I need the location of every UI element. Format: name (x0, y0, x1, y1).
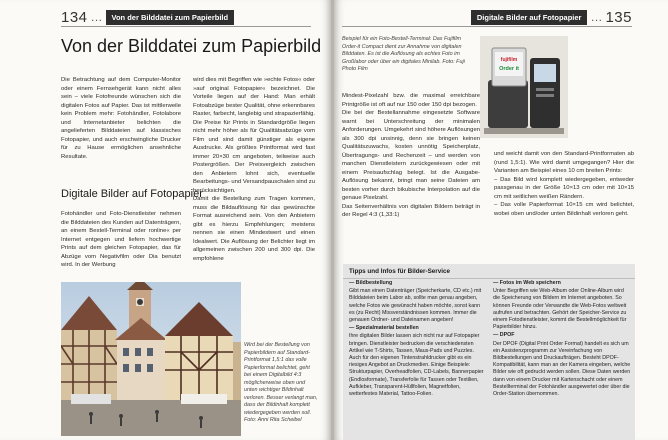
tip-text: Der DPOF (Digital Print Order Format) handelt es sich um ein Assistenzprogramm zur Vereinfachung von Bildbestellungen und Druckaufträgen. Besteht DPOF-Kompatibilität, kann man an der Kamera eingeben, welche Bilder wie oft gedruckt werden sollen. Diese Daten werden dann von einem Drucker mit Kartenschacht oder einem Bestellterminal der Fotohändler ausgewertet oder über die Order-Station übernommen. (493, 340, 631, 398)
kiosk-screen-text: Order it (499, 66, 519, 72)
right-header-rule (342, 26, 632, 27)
right-page-number: 135 (605, 8, 632, 26)
left-col1-paragraph-2: Fotohändler und Foto-Dienstleister nehmen die Bilddateien des Kunden auf Datenträgern, an einem Bestell-Terminal oder ronline« per Internet entgegen und liefern hochwertige Prints auf dem gleichen Fotopapier, das für Abzüge vom Negativfilm oder Dia benutzt wird. In der Werbung (61, 211, 181, 268)
left-page-header (61, 8, 234, 26)
tips-column-2 (493, 280, 631, 399)
photo-caption: Wird bei der Bestellung von Papierbildern auf Standard-Printformat 1,5:1 das volle Papierformat belichtet, geht bei einem Digitalbild 4:3 möglicherweise oben und unten wichtiger Bildinhalt verloren. Besser verlangt man, dass der Bildinhalt komplett wiedergegeben werden soll. Foto: Anni Rita Scheibel (244, 342, 318, 423)
tip-title: — DPOF (493, 332, 515, 339)
left-header-bar: Von der Bilddatei zum Papierbild (106, 10, 235, 25)
header-dots: … (590, 10, 603, 24)
left-page-number: 134 (61, 8, 88, 26)
section-heading: Digitale Bilder auf Fotopapier (61, 188, 203, 200)
left-col2-paragraph: wird dies mit Begriffen wie »echte Fotos« oder »auf original Fotopapier« bezeichnet. Die Vorteile liegen auf der Hand: Man erhält Fotoabzüge bester Qualität, ohne erkennbares Raster, farbecht, langlebig und strapazierfähig. Die Preise für Prints in Standardgröße liegen nicht mehr höher als für Qualitätsabzüge vom Film und sind damit günstiger als eigene Ausdrucke. Als größtes Printformat wird fast immer 20×30 cm angeboten, teilweise auch Postergrößen. Der Preisvergleich zwischen den Anbietern lohnt sich, eventuelle Bearbeitungs- und Versandpauschalen sind zu berücksichtigen. Damit die Bestellung zum Tragen kommen, muss die Bildauflösung für das gewünschte Format ausreichend sein. Von den Anbietern gibt es hierzu Empfehlungen; meistens nennen sie einen Mindestwert und einen Idealwert. Die Auflösung der Belichter liegt im allgemeinen zwischen 200 und 300 dpi. Die empfohlene (193, 77, 315, 262)
order-terminal-photo (480, 36, 568, 138)
kiosk-caption: Beispiel für ein Foto-Bestell-Terminal: Das Fujifilm Order-it Compact dient zur Annahme von digitalen Bilddaten. Es ist die Auflösung als echtes Foto im Großlabor oder über ein digitales Minilab. Foto: Fuji Photo Film (342, 36, 465, 72)
header-dots: … (90, 10, 103, 24)
tips-column-1 (349, 280, 487, 399)
right-col2-paragraph: und weicht damit von den Standard-Printformaten ab (rund 1,5:1). Wie wird damit umgegangen? Hier die Varianten am Beispiel eines 10 cm breiten Prints: – Das Bild wird komplett wiedergegeben, entweder passgenau in der Größe 10×13 cm oder mit 10×15 cm mit seitlichen weißen Rändern. – Das volle Papierformat 10×15 cm wird belichtet, wobei oben und/oder unten Bildinhalt verloren geht. (494, 151, 634, 217)
right-col1-paragraph: Mindest-Pixelzahl bzw. die maximal erreichbare Printgröße ist oft auf nur 150 oder 150 dpi bezogen. Die bei der Bestellannahme eingesetzte Software warnt bei Unterschreitung der minimalen Anforderungen. Umgekehrt sind höhere Auflösungen als 300 dpi unsinnig, denn sie bringen keinen Qualitätszuwachs, kosten unnötig Speicherplatz, Übertragungs- und Rechenzeit – und werden von manchen Dienstleistern zurückgewiesen oder mit einem Preisaufschlag belegt. Ist die Ausgabe-Auflösung bekannt, bringt man seine Dateien am besten vorher durch bikubische Interpolation auf die genaue Pixelzahl. Das Seitenverhältnis von digitalen Bildern beträgt in der Regel 4:3 (1,33:1) (342, 93, 480, 218)
left-header-rule (61, 26, 311, 27)
tip-text: Gibt man einen Datenträger (Speicherkarte, CD etc.) mit Bilddateien beim Labor ab, sollte man genau angeben, welche Fotos wie gewünscht haben möchte, sonst kann es (zu Recht) Missverständnissen kommen. Immer die genauen Ordner- und Dateinamen angeben! (349, 288, 482, 324)
tip-title: — Fotos im Web speichern (493, 280, 561, 286)
order-terminal-image (480, 36, 568, 138)
tip-title: — Spezialmaterial bestellen (349, 325, 419, 332)
kiosk-brand-text: fujifilm (500, 57, 518, 63)
tip-title: — Bildbestellung (349, 280, 393, 286)
left-col1-paragraph: Die Betrachtung auf dem Computer-Monitor oder einem Fernsehgerät kann nicht alles sein – viele Fotofreunde wünschen sich die digitalen Fotos auf Papier. Das ist mittlerweile kein Problem mehr: Fotohändler, Fotolabore und Internetanbieter belichten die angelieferten Bilddateien auf klassisches Fotopapier, und auch erschwingliche Drucker für zu Hause ermöglichen ansehnliche Resultate. (61, 77, 181, 160)
tips-title: Tipps und Infos für Bilder-Service (343, 264, 635, 279)
chapter-title: Von der Bilddatei zum Papierbild (61, 36, 322, 56)
right-page-header (471, 8, 632, 26)
left-page (0, 0, 331, 440)
town-square-photo (61, 282, 241, 436)
tip-text: Ihre digitalen Bilder lassen sich nicht nur auf Fotopapier bringen. Dienstleister bedrucken die verschiedensten Artikel wie T-Shirts, Tassen, Maus-Pads und Puzzles. Auch für den eigenen Tintenstrahldrucker gibt es ein riesiges Angebot an Druckmedien. Einige Beispiele: Strukturpapier, Overheadfolien, CD-Labels, Bannerpapier (Endlosformate), Transferfolie für Tassen oder Textilien, Aufkleber, Transparent-Hüllfolien, Magnetfolien, wetterfestes Material, Tattoo-Folien. (349, 333, 484, 398)
tips-box (343, 264, 635, 440)
half-timbered-houses-image (61, 282, 241, 436)
tip-text: Unter Begriffen wie Web-Album oder Online-Album wird die Speicherung von Bildern im Internet angeboten. So können Freunde oder Verwandte die Web-Fotos weltweit aufrufen und betrachten. Gehört der Speicher-Service zu einem Fotodienstleister, kommt die Bestellmöglichkeit für Papierbilder hinzu. (493, 288, 627, 331)
right-header-bar: Digitale Bilder auf Fotopapier (471, 10, 588, 25)
